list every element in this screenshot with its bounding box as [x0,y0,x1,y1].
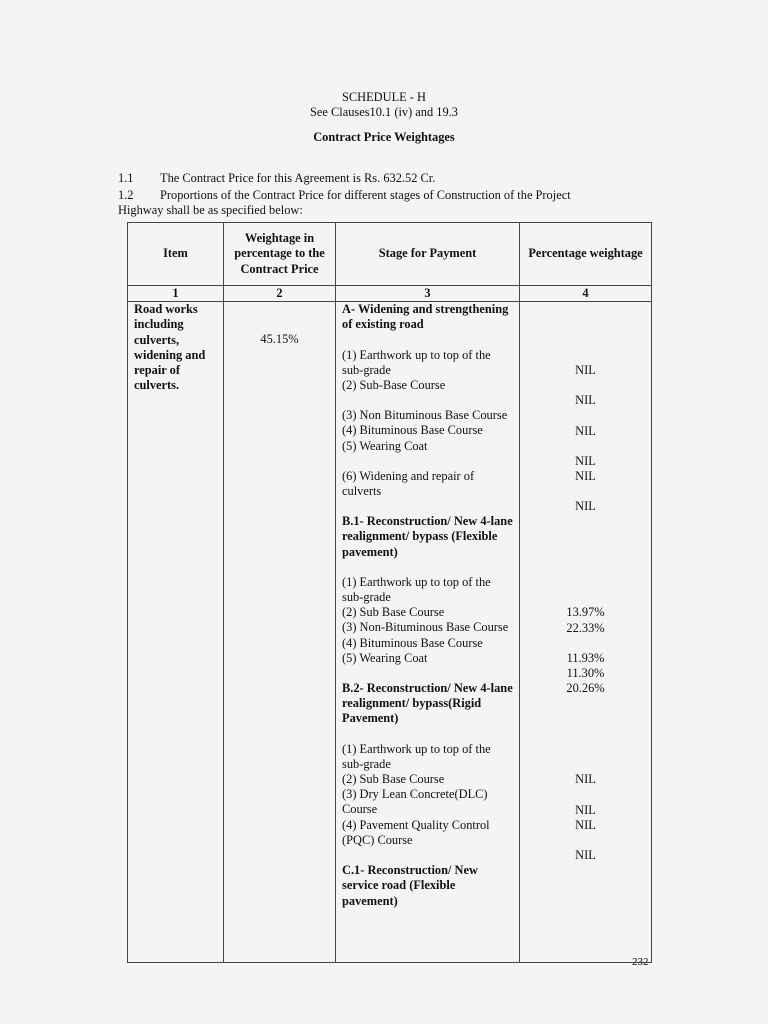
item-cell: Road works including culverts, widening and repair of culverts. [128,302,224,963]
percentage-value: NIL [575,453,596,468]
paragraph-1-2-continued [118,203,658,218]
schedule-heading: SCHEDULE - H [342,90,426,104]
stage-cell [336,302,520,963]
percentage-value: NIL [575,393,596,408]
paragraph-number: 1.1 [118,171,134,185]
stage-item: (1) Earthwork up to top of the sub-grade [342,741,491,771]
page-number: 232 [632,956,649,968]
column-number-row [128,286,652,302]
percentage-value: NIL [575,499,596,514]
table-row [128,302,652,963]
section-a-title: A- Widening and strengthening of existing road [342,302,509,332]
column-number: 2 [224,286,336,302]
percentage-cell [520,302,652,963]
percentage-value: NIL [575,469,596,484]
paragraph-1-2 [118,188,658,203]
column-number: 4 [520,286,652,302]
stage-item: (1) Earthwork up to top of the sub-grade [342,347,491,377]
stage-item: (5) Wearing Coat [342,438,428,453]
percentage-value: 20.26% [566,681,605,696]
header-percentage: Percentage weightage [520,223,652,286]
percentage-value: NIL [575,772,596,787]
percentage-value: NIL [575,802,596,817]
stage-item: (4) Bituminous Base Course [342,635,483,650]
percentage-value: NIL [575,817,596,832]
stage-item: (6) Widening and repair of culverts [342,468,475,499]
stage-item: (2) Sub-Base Course [342,378,446,393]
header-item: Item [128,223,224,286]
contract-price-table [127,222,652,963]
paragraph-1-1 [118,171,658,186]
stage-item: (3) Non Bituminous Base Course [342,408,508,423]
clauses-reference: See Clauses10.1 (iv) and 19.3 [310,105,458,119]
paragraph-text: Proportions of the Contract Price for different stages of Construction of the Project [160,188,571,202]
section-c1-title: C.1- Reconstruction/ New service road (Flexible pavement) [342,863,478,908]
page-title: Contract Price Weightages [313,130,455,144]
stage-item: (4) Pavement Quality Control (PQC) Course [342,817,490,847]
stage-item: (3) Non-Bituminous Base Course [342,620,509,635]
stage-item: (5) Wearing Coat [342,650,428,665]
paragraph-text: The Contract Price for this Agreement is Rs. 632.52 Cr. [160,171,436,185]
percentage-value: 13.97% [566,605,605,620]
stage-item: (2) Sub Base Course [342,772,445,787]
stage-item: (3) Dry Lean Concrete(DLC) Course [342,787,488,817]
stage-item: (2) Sub Base Course [342,605,445,620]
section-b1-title: B.1- Reconstruction/ New 4-lane realignment/ bypass (Flexible pavement) [342,514,513,559]
percentage-value: 11.93% [566,650,605,665]
paragraph-number: 1.2 [118,188,134,202]
column-number: 1 [128,286,224,302]
percentage-value: 22.33% [566,620,605,635]
column-number: 3 [336,286,520,302]
percentage-value: NIL [575,423,596,438]
section-b2-title: B.2- Reconstruction/ New 4-lane realignment/ bypass(Rigid Pavement) [342,681,513,726]
header-stage: Stage for Payment [336,223,520,286]
header-weightage: Weightage in percentage to the Contract Price [224,223,336,286]
percentage-value: 11.30% [566,666,605,681]
paragraph-text: Highway shall be as specified below: [118,203,303,217]
percentage-value: NIL [575,363,596,378]
stage-item: (4) Bituminous Base Course [342,423,483,438]
percentage-value: NIL [575,848,596,863]
table-header-row [128,223,652,286]
weightage-cell: 45.15% [224,302,336,963]
stage-item: (1) Earthwork up to top of the sub-grade [342,574,491,605]
